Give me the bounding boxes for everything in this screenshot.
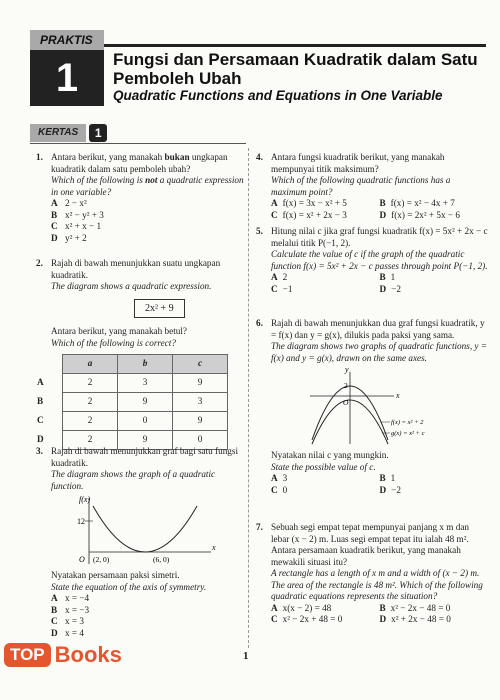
q7-option-c[interactable]: C x² − 2x + 48 = 0 (271, 614, 343, 624)
q3-option-d[interactable]: D x = 4 (51, 627, 84, 638)
q7-text-ms: Sebuah segi empat tepat mempunyai panjang x m dan lebar (x − 2) m. Luas segi empat tepat itu ialah 48 m². Antara persamaan kuadratik berikut, yang manakah mewakili situasi itu? (271, 522, 469, 567)
q2-row-a[interactable]: A 2 3 9 (36, 374, 228, 393)
q1-number: 1. (36, 152, 43, 162)
q3-number: 3. (36, 446, 43, 456)
q3-y-label: f(x) (79, 495, 91, 504)
q3-origin: O (79, 555, 85, 564)
q1-text-en: Which of the following is not a quadratic expression in one variable? (51, 175, 244, 197)
q4-option-c[interactable]: C f(x) = x² + 2x − 3 (271, 209, 347, 220)
q6-text2-en: State the possible value of c. (271, 461, 376, 472)
q1-option-d[interactable]: D y² + 2 (51, 232, 87, 243)
praktis-tag: PRAKTIS (30, 30, 104, 50)
q2-number: 2. (36, 258, 43, 268)
q1-option-b[interactable]: B x² − y² + 3 (51, 209, 104, 220)
q3-text2-en: State the equation of the axis of symmetry. (51, 581, 207, 592)
q2-header-c: c (173, 355, 228, 374)
question-2 (36, 258, 244, 450)
q5-option-c[interactable]: C −1 (271, 283, 293, 294)
q5-option-a[interactable]: A 2 (271, 272, 288, 282)
q3-text-ms: Rajah di bawah menunjukkan graf bagi satu fungsi kuadratik. (51, 446, 239, 468)
q6-x-label: x (396, 391, 400, 400)
q4-text-ms: Antara fungsi kuadratik berikut, yang manakah mempunyai titik maksimum? (271, 152, 445, 174)
q3-x-label: x (212, 543, 216, 552)
q6-g-label: g(x) = x² + c (391, 430, 425, 437)
topbooks-logo (4, 642, 122, 668)
q6-option-c[interactable]: C 0 (271, 484, 288, 495)
section-number: 1 (89, 124, 107, 142)
question-4 (256, 152, 488, 221)
q6-option-a[interactable]: A 3 (271, 473, 288, 483)
q2-header-a: a (63, 355, 118, 374)
q2-expression-box: 2x² + 9 (134, 299, 185, 319)
q4-option-a[interactable]: A f(x) = 3x − x² + 5 (271, 198, 347, 208)
q2-text-en: The diagram shows a quadratic expression. (51, 281, 212, 291)
q2-row-b[interactable]: B 2 9 3 (36, 393, 228, 412)
q3-option-c[interactable]: C x = 3 (51, 616, 84, 626)
question-5 (256, 226, 488, 295)
q7-option-a[interactable]: A x(x − 2) = 48 (271, 602, 332, 613)
q2-header-b: b (118, 355, 173, 374)
question-7 (256, 522, 488, 626)
q2-text2-ms: Antara berikut, yang manakah betul? (51, 326, 187, 336)
question-3 (36, 446, 244, 639)
q5-option-d[interactable]: D −2 (379, 283, 401, 294)
column-divider (248, 148, 250, 648)
q6-f-label: f(x) = x² + 2 (391, 419, 424, 426)
q2-table (36, 354, 228, 450)
q4-text-en: Which of the following quadratic functions has a maximum point? (271, 175, 451, 197)
q7-option-b[interactable]: B x² − 2x − 48 = 0 (379, 602, 451, 613)
chapter-title-en: Quadratic Functions and Equations in One Variable (113, 88, 443, 103)
q5-text-en: Calculate the value of c if the graph of the quadratic function f(x) = 5x² + 2x − c passes through point P(−1, 2). (271, 249, 488, 271)
section-label (30, 124, 107, 142)
q4-option-d[interactable]: D f(x) = 2x² + 5x − 6 (379, 209, 460, 220)
question-1 (36, 152, 244, 244)
q6-text2-ms: Nyatakan nilai c yang mungkin. (271, 450, 389, 460)
chapter-title-ms: Fungsi dan Persamaan Kuadratik dalam Satu Pemboleh Ubah (113, 50, 478, 88)
q3-graph (71, 494, 221, 566)
q6-origin: O (343, 398, 349, 407)
q3-y-intercept: 12 (77, 517, 85, 526)
q6-y-value: 2 (344, 381, 348, 390)
q5-option-b[interactable]: B 1 (379, 272, 396, 282)
q7-option-d[interactable]: D x² + 2x − 48 = 0 (379, 614, 451, 624)
question-6 (256, 318, 488, 496)
q7-number: 7. (256, 522, 263, 532)
q5-text-ms: Hitung nilai c jika graf fungsi kuadratik f(x) = 5x² + 2x − c melalui titik P(−1, 2). (271, 226, 488, 248)
logo-books-text: Books (54, 642, 122, 667)
q6-text-ms: Rajah di bawah menunjukkan dua graf fungsi kuadratik, y = f(x) dan y = g(x), dilukis pada paksi yang sama. (271, 318, 485, 340)
q4-number: 4. (256, 152, 263, 162)
q6-option-b[interactable]: B 1 (379, 473, 396, 483)
section-kertas: KERTAS (30, 124, 86, 142)
q6-number: 6. (256, 318, 263, 328)
q3-point2: (6, 0) (153, 555, 170, 564)
q3-text2-ms: Nyatakan persamaan paksi simetri. (51, 570, 180, 580)
chapter-number: 1 (30, 50, 104, 106)
q3-point1: (2, 0) (93, 555, 110, 564)
q3-text-en: The diagram shows the graph of a quadratic function. (51, 469, 216, 491)
q3-option-a[interactable]: A x = −4 (51, 593, 90, 603)
q5-number: 5. (256, 226, 263, 236)
q2-row-d[interactable]: D 2 9 0 (36, 431, 228, 450)
q1-text-ms: Antara berikut, yang manakah bukan ungkapan kuadratik dalam satu pemboleh ubah? (51, 152, 228, 174)
q2-text2-en: Which of the following is correct? (51, 337, 176, 348)
q1-option-c[interactable]: C x² + x − 1 (51, 221, 102, 231)
q6-text-en: The diagram shows two graphs of quadratic functions, y = f(x) and y = g(x), drawn on the same axes. (271, 341, 487, 363)
q6-option-d[interactable]: D −2 (379, 484, 401, 495)
q2-row-c[interactable]: C 2 0 9 (36, 412, 228, 431)
q1-option-a[interactable]: A 2 − x² (51, 198, 87, 208)
q7-text-en: A rectangle has a length of x m and a width of (x − 2) m. The area of the rectangle is 48 m². Which of the following quadratic equations represents the situation? (271, 568, 483, 601)
page-number: 1 (243, 650, 249, 662)
section-rule (30, 143, 246, 144)
q2-text-ms: Rajah di bawah menunjukkan suatu ungkapan kuadratik. (51, 258, 221, 280)
q6-y-label: y (345, 366, 349, 374)
q3-curve (93, 506, 197, 552)
logo-top-text: TOP (4, 643, 51, 667)
q6-graph (306, 366, 446, 446)
q3-option-b[interactable]: B x = −3 (51, 604, 90, 615)
q4-option-b[interactable]: B f(x) = x² − 4x + 7 (379, 198, 455, 208)
